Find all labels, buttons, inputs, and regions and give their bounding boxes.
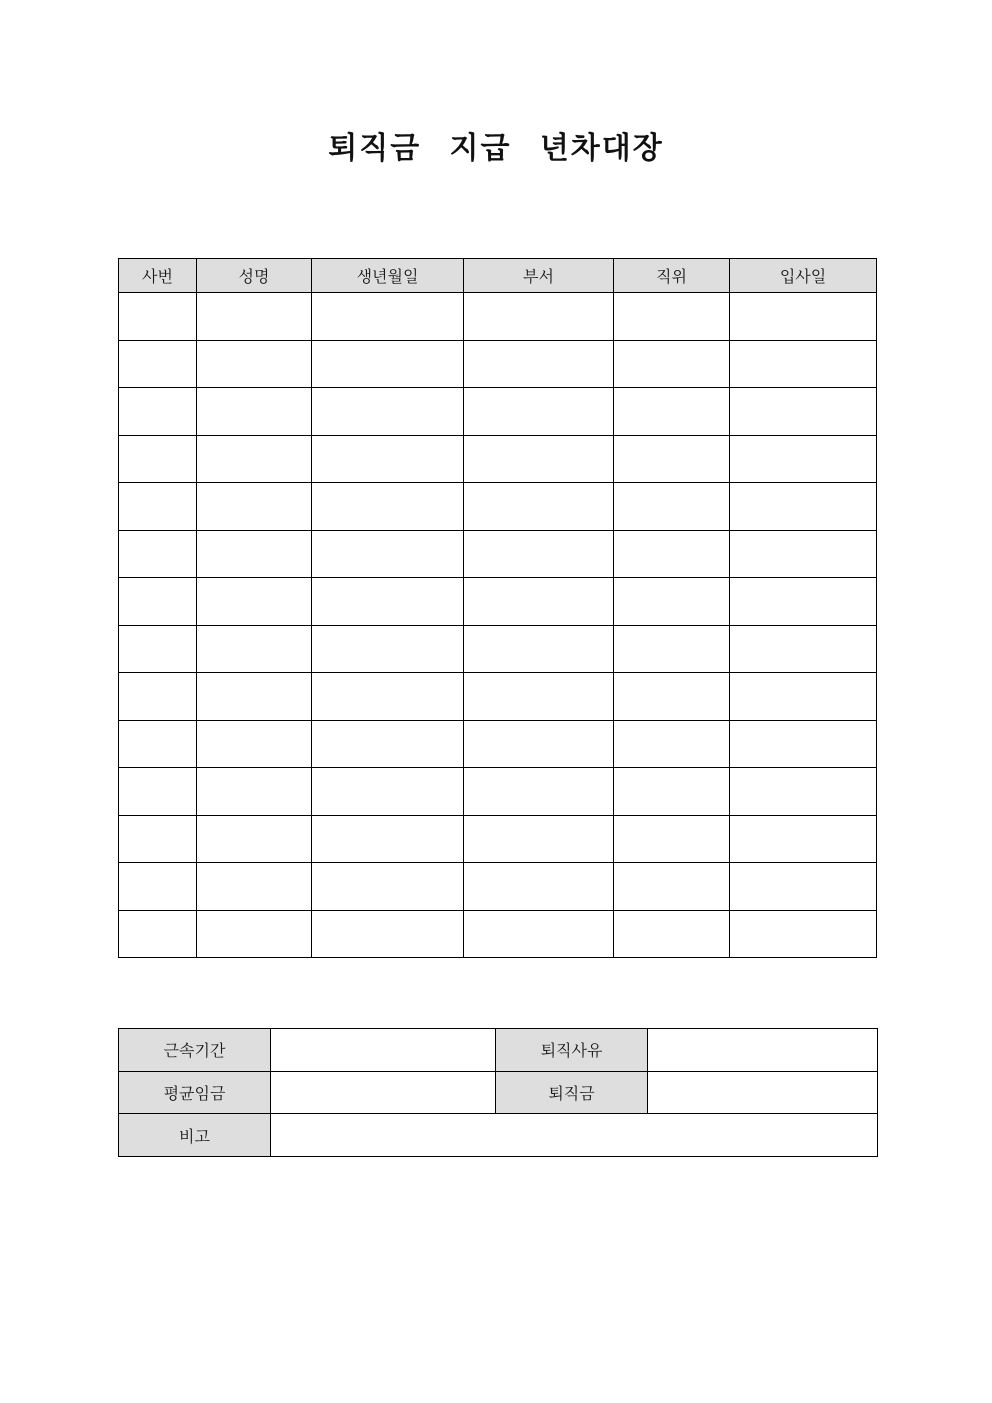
header-cell-birthdate: 생년월일: [312, 259, 464, 293]
roster-empty-cell: [730, 483, 877, 531]
label-cell-average-wage: 평균임금: [119, 1071, 271, 1114]
value-cell-remarks: [271, 1114, 878, 1157]
roster-empty-cell: [464, 720, 614, 768]
roster-table: [118, 258, 877, 958]
roster-empty-cell: [614, 720, 730, 768]
roster-empty-cell: [614, 768, 730, 816]
value-cell-service-period: [271, 1029, 496, 1072]
roster-empty-cell: [119, 625, 197, 673]
roster-empty-cell: [119, 530, 197, 578]
roster-empty-cell: [197, 530, 312, 578]
header-cell-hire-date: 입사일: [730, 259, 877, 293]
roster-empty-cell: [197, 815, 312, 863]
roster-empty-cell: [119, 340, 197, 388]
roster-empty-cell: [730, 530, 877, 578]
header-cell-department: 부서: [464, 259, 614, 293]
roster-empty-cell: [119, 910, 197, 958]
roster-empty-cell: [119, 293, 197, 341]
roster-empty-cell: [119, 388, 197, 436]
roster-empty-cell: [312, 388, 464, 436]
roster-empty-cell: [730, 340, 877, 388]
roster-empty-cell: [614, 578, 730, 626]
roster-empty-cell: [312, 863, 464, 911]
roster-empty-cell: [614, 530, 730, 578]
roster-empty-cell: [730, 293, 877, 341]
roster-empty-cell: [312, 293, 464, 341]
summary-row-2: [119, 1071, 878, 1114]
roster-empty-row: [119, 578, 877, 626]
roster-empty-cell: [614, 293, 730, 341]
roster-empty-cell: [730, 768, 877, 816]
roster-empty-row: [119, 435, 877, 483]
header-cell-employee-no: 사번: [119, 259, 197, 293]
roster-empty-cell: [197, 863, 312, 911]
roster-empty-cell: [464, 435, 614, 483]
roster-empty-cell: [312, 483, 464, 531]
roster-empty-cell: [119, 863, 197, 911]
roster-empty-cell: [119, 720, 197, 768]
label-cell-remarks: 비고: [119, 1114, 271, 1157]
summary-table: [118, 1028, 878, 1157]
roster-empty-cell: [119, 483, 197, 531]
roster-empty-cell: [197, 293, 312, 341]
roster-empty-cell: [119, 815, 197, 863]
roster-empty-cell: [197, 910, 312, 958]
roster-empty-cell: [730, 863, 877, 911]
roster-empty-cell: [312, 815, 464, 863]
roster-empty-cell: [197, 340, 312, 388]
header-cell-position: 직위: [614, 259, 730, 293]
roster-empty-cell: [464, 815, 614, 863]
roster-empty-cell: [464, 293, 614, 341]
roster-empty-cell: [119, 578, 197, 626]
roster-empty-cell: [197, 625, 312, 673]
roster-empty-row: [119, 625, 877, 673]
roster-empty-cell: [312, 340, 464, 388]
roster-empty-cell: [730, 720, 877, 768]
roster-empty-cell: [614, 340, 730, 388]
label-cell-service-period: 근속기간: [119, 1029, 271, 1072]
roster-empty-cell: [730, 435, 877, 483]
roster-empty-cell: [464, 673, 614, 721]
roster-empty-row: [119, 388, 877, 436]
roster-empty-cell: [464, 388, 614, 436]
roster-empty-cell: [312, 530, 464, 578]
roster-empty-row: [119, 768, 877, 816]
roster-empty-cell: [464, 910, 614, 958]
header-cell-name: 성명: [197, 259, 312, 293]
roster-empty-cell: [197, 483, 312, 531]
roster-empty-row: [119, 863, 877, 911]
roster-empty-cell: [312, 578, 464, 626]
roster-empty-cell: [730, 673, 877, 721]
roster-empty-cell: [312, 768, 464, 816]
roster-empty-cell: [312, 910, 464, 958]
roster-empty-cell: [614, 388, 730, 436]
roster-empty-cell: [464, 340, 614, 388]
roster-empty-row: [119, 293, 877, 341]
roster-empty-cell: [614, 815, 730, 863]
roster-empty-cell: [312, 673, 464, 721]
value-cell-retirement-reason: [648, 1029, 878, 1072]
roster-empty-cell: [119, 435, 197, 483]
roster-empty-cell: [464, 768, 614, 816]
roster-empty-row: [119, 530, 877, 578]
roster-empty-cell: [464, 530, 614, 578]
roster-empty-cell: [614, 483, 730, 531]
roster-empty-cell: [464, 863, 614, 911]
roster-empty-cell: [464, 625, 614, 673]
roster-empty-cell: [614, 435, 730, 483]
roster-empty-cell: [197, 578, 312, 626]
roster-empty-cell: [197, 720, 312, 768]
roster-header-row: [119, 259, 877, 293]
value-cell-average-wage: [271, 1071, 496, 1114]
roster-empty-cell: [119, 673, 197, 721]
roster-empty-cell: [614, 625, 730, 673]
summary-row-3: [119, 1114, 878, 1157]
roster-empty-cell: [197, 388, 312, 436]
value-cell-severance-pay: [648, 1071, 878, 1114]
roster-empty-cell: [730, 578, 877, 626]
label-cell-severance-pay: 퇴직금: [496, 1071, 648, 1114]
roster-empty-row: [119, 815, 877, 863]
roster-empty-cell: [614, 910, 730, 958]
roster-empty-cell: [464, 578, 614, 626]
roster-empty-cell: [730, 388, 877, 436]
roster-table-body: [119, 293, 877, 958]
roster-empty-cell: [197, 673, 312, 721]
roster-empty-cell: [464, 483, 614, 531]
summary-row-1: [119, 1029, 878, 1072]
roster-empty-row: [119, 340, 877, 388]
roster-empty-cell: [312, 625, 464, 673]
roster-empty-cell: [614, 673, 730, 721]
document-title: 퇴직금 지급 년차대장: [328, 132, 664, 165]
label-cell-retirement-reason: 퇴직사유: [496, 1029, 648, 1072]
roster-empty-row: [119, 910, 877, 958]
roster-empty-cell: [197, 768, 312, 816]
roster-empty-cell: [119, 768, 197, 816]
roster-empty-cell: [730, 625, 877, 673]
roster-empty-row: [119, 720, 877, 768]
roster-empty-cell: [614, 863, 730, 911]
roster-empty-cell: [197, 435, 312, 483]
roster-empty-cell: [730, 815, 877, 863]
roster-empty-row: [119, 673, 877, 721]
roster-empty-cell: [730, 910, 877, 958]
roster-empty-cell: [312, 435, 464, 483]
roster-empty-row: [119, 483, 877, 531]
roster-empty-cell: [312, 720, 464, 768]
